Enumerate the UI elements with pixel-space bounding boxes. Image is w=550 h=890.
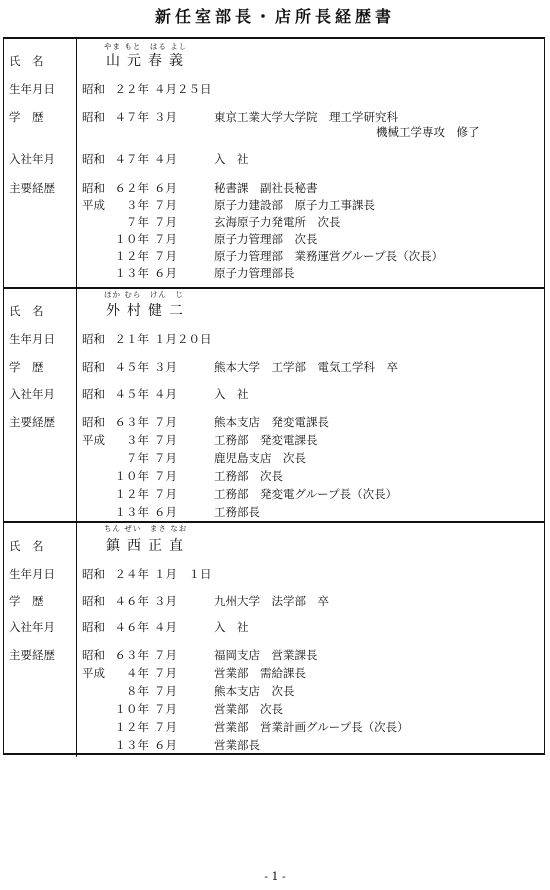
- education-text: 熊本大学 工学部 電気工学科 卒: [214, 360, 398, 374]
- person-name: 外村健二: [106, 303, 190, 319]
- month-day: １月２０日: [154, 332, 212, 346]
- era: 昭和: [82, 110, 105, 124]
- month: ７月: [154, 415, 177, 429]
- career-text: 工務部長: [214, 505, 260, 519]
- month: ３月: [154, 594, 177, 608]
- education-text-continued: 機械工学専攻 修了: [376, 125, 480, 139]
- join-row: [4, 151, 544, 167]
- career-text: 工務部 次長: [214, 469, 283, 483]
- era: 昭和: [82, 620, 105, 634]
- person-section: [4, 39, 544, 287]
- year: ２２年: [114, 82, 149, 96]
- month-day: １月 １日: [154, 567, 212, 581]
- join-text: 入 社: [214, 152, 249, 166]
- name-row: [4, 538, 544, 554]
- birth-label: 生年月日: [9, 567, 55, 581]
- name-row: [4, 303, 544, 319]
- birth-label: 生年月日: [9, 332, 55, 346]
- career-text: 熊本支店 次長: [214, 684, 295, 698]
- career-row: [4, 665, 544, 681]
- education-label: 学 歴: [9, 360, 44, 374]
- month: ６月: [154, 738, 177, 752]
- join-label: 入社年月: [9, 152, 55, 166]
- name-label: 氏 名: [9, 539, 44, 553]
- join-text: 入 社: [214, 387, 249, 401]
- name-reading: ちん ぜい まさ なお: [104, 524, 188, 533]
- join-row: [4, 619, 544, 635]
- year: ４年: [126, 666, 149, 680]
- year: １０年: [114, 232, 149, 246]
- year: １２年: [114, 720, 149, 734]
- career-row: [4, 486, 544, 502]
- career-row: [4, 214, 544, 230]
- name-reading: ほか むら けん じ: [104, 290, 184, 299]
- month: ６月: [154, 505, 177, 519]
- year: １３年: [114, 505, 149, 519]
- year: ３年: [126, 198, 149, 212]
- year: ２４年: [114, 567, 149, 581]
- birth-row: [4, 331, 544, 347]
- career-row: [4, 683, 544, 699]
- era: 昭和: [82, 567, 105, 581]
- join-label: 入社年月: [9, 387, 55, 401]
- career-text: 原子力管理部 業務運営グループ長（次長）: [214, 249, 444, 263]
- name-label: 氏 名: [9, 54, 44, 68]
- career-label: 主要経歴: [9, 181, 55, 195]
- career-text: 原子力建設部 原子力工事課長: [214, 198, 375, 212]
- career-label: 主要経歴: [9, 648, 55, 662]
- name-row: [4, 53, 544, 69]
- year: １０年: [114, 702, 149, 716]
- month: ３月: [154, 110, 177, 124]
- month: ７月: [154, 648, 177, 662]
- person-name: 山元春義: [106, 53, 190, 69]
- career-row: [4, 737, 544, 753]
- career-row: [4, 504, 544, 520]
- career-text: 工務部 発変電課長: [214, 433, 318, 447]
- career-text: 玄海原子力発電所 次長: [214, 215, 341, 229]
- education-row: [4, 593, 544, 609]
- era: 昭和: [82, 648, 105, 662]
- month: ７月: [154, 666, 177, 680]
- year: １０年: [114, 469, 149, 483]
- month: ７月: [154, 451, 177, 465]
- year: ４７年: [114, 152, 149, 166]
- year: ８年: [126, 684, 149, 698]
- year: ７年: [126, 451, 149, 465]
- name-label: 氏 名: [9, 304, 44, 318]
- year: ４５年: [114, 360, 149, 374]
- year: ４５年: [114, 387, 149, 401]
- month: ７月: [154, 684, 177, 698]
- career-row: [4, 197, 544, 213]
- career-row: [4, 248, 544, 264]
- month: ７月: [154, 433, 177, 447]
- month: ６月: [154, 181, 177, 195]
- month-day: ４月２５日: [154, 82, 212, 96]
- education-label: 学 歴: [9, 594, 44, 608]
- era: 昭和: [82, 387, 105, 401]
- birth-row: [4, 81, 544, 97]
- era: 昭和: [82, 332, 105, 346]
- era: 昭和: [82, 82, 105, 96]
- month: ４月: [154, 387, 177, 401]
- era: 昭和: [82, 152, 105, 166]
- person-section: [4, 521, 544, 757]
- era: 平成: [82, 433, 105, 447]
- month: ７月: [154, 702, 177, 716]
- education-text: 九州大学 法学部 卒: [214, 594, 329, 608]
- month: ７月: [154, 469, 177, 483]
- career-text: 営業部長: [214, 738, 260, 752]
- career-label: 主要経歴: [9, 415, 55, 429]
- career-text: 福岡支店 営業課長: [214, 648, 318, 662]
- career-row: [4, 468, 544, 484]
- year: ４７年: [114, 110, 149, 124]
- page-number: - 1 -: [264, 870, 286, 883]
- education-row: [4, 359, 544, 375]
- year: １２年: [114, 249, 149, 263]
- career-text: 営業部 次長: [214, 702, 283, 716]
- career-text: 工務部 発変電グループ長（次長）: [214, 487, 398, 501]
- month: ３月: [154, 360, 177, 374]
- career-text: 営業部 需給課長: [214, 666, 306, 680]
- join-row: [4, 386, 544, 402]
- year: ４６年: [114, 594, 149, 608]
- education-text: 東京工業大学大学院 理工学研究科: [214, 110, 398, 124]
- year: ６３年: [114, 648, 149, 662]
- era: 昭和: [82, 415, 105, 429]
- year: １３年: [114, 738, 149, 752]
- person-name: 鎮西正直: [106, 538, 190, 554]
- education-row-continued: [4, 124, 544, 140]
- education-row: [4, 109, 544, 125]
- year: １３年: [114, 266, 149, 280]
- month: ７月: [154, 232, 177, 246]
- person-section: [4, 287, 544, 523]
- year: ７年: [126, 215, 149, 229]
- era: 昭和: [82, 360, 105, 374]
- career-text: 営業部 営業計画グループ長（次長）: [214, 720, 409, 734]
- career-row: [4, 647, 544, 663]
- birth-row: [4, 566, 544, 582]
- career-text: 原子力管理部長: [214, 266, 295, 280]
- career-text: 原子力管理部 次長: [214, 232, 318, 246]
- education-label: 学 歴: [9, 110, 44, 124]
- year: ４６年: [114, 620, 149, 634]
- career-row: [4, 432, 544, 448]
- era: 昭和: [82, 594, 105, 608]
- birth-label: 生年月日: [9, 82, 55, 96]
- year: ６３年: [114, 415, 149, 429]
- month: ６月: [154, 266, 177, 280]
- career-row: [4, 180, 544, 196]
- document-title: 新任室部長・店所長経歴書: [154, 7, 395, 26]
- month: ７月: [154, 487, 177, 501]
- year: １２年: [114, 487, 149, 501]
- join-text: 入 社: [214, 620, 249, 634]
- month: ７月: [154, 215, 177, 229]
- career-row: [4, 450, 544, 466]
- month: ４月: [154, 620, 177, 634]
- year: ２１年: [114, 332, 149, 346]
- year: ３年: [126, 433, 149, 447]
- month: ４月: [154, 152, 177, 166]
- career-row: [4, 265, 544, 281]
- month: ７月: [154, 198, 177, 212]
- career-text: 熊本支店 発変電課長: [214, 415, 329, 429]
- month: ７月: [154, 720, 177, 734]
- resume-table: [3, 37, 545, 755]
- career-text: 秘書課 副社長秘書: [214, 181, 318, 195]
- month: ７月: [154, 249, 177, 263]
- career-text: 鹿児島支店 次長: [214, 451, 306, 465]
- career-row: [4, 414, 544, 430]
- year: ６２年: [114, 181, 149, 195]
- era: 平成: [82, 666, 105, 680]
- career-row: [4, 231, 544, 247]
- career-row: [4, 701, 544, 717]
- join-label: 入社年月: [9, 620, 55, 634]
- career-row: [4, 719, 544, 735]
- era: 昭和: [82, 181, 105, 195]
- era: 平成: [82, 198, 105, 212]
- name-reading: やま もと はる よし: [104, 42, 188, 51]
